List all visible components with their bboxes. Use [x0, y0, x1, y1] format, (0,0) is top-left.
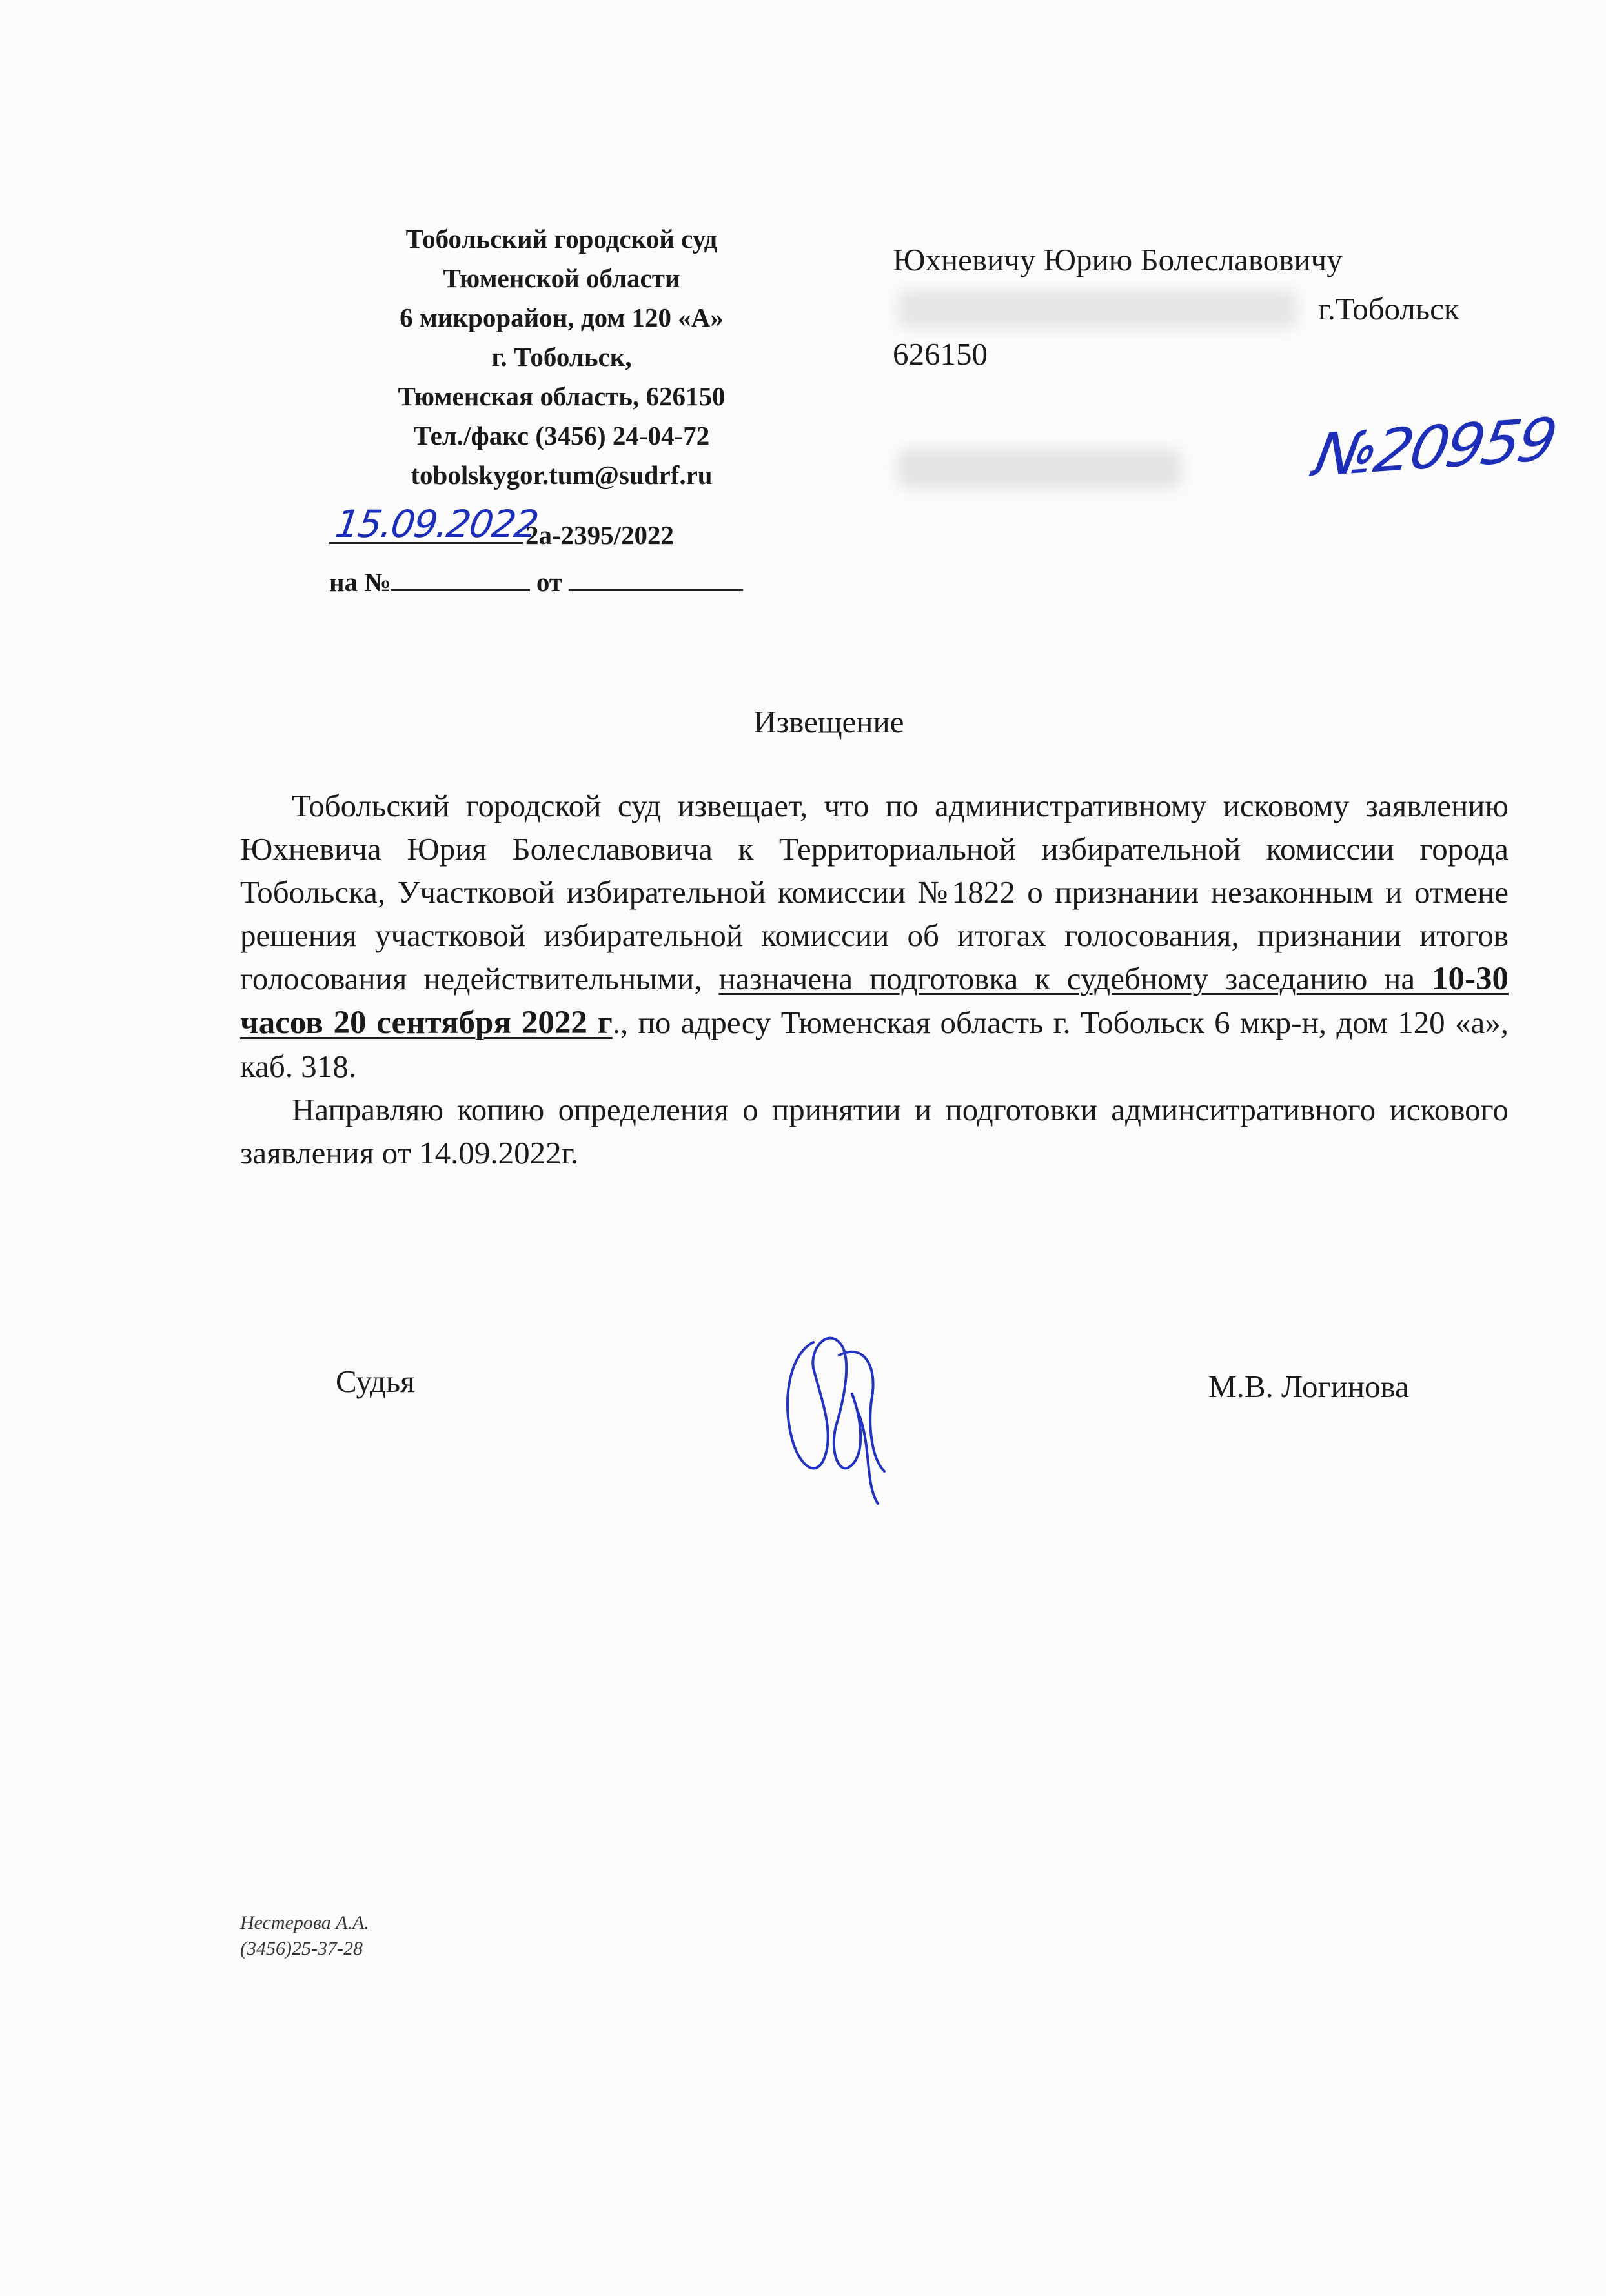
sender-line: Тюменской области — [443, 263, 680, 293]
case-number: 2а-2395/2022 — [525, 520, 675, 550]
sender-line: г. Тобольск, — [491, 342, 632, 372]
redacted-email — [897, 448, 1181, 488]
handwritten-date: 15.09.2022 — [332, 502, 540, 546]
signer-role: Судья — [336, 1364, 415, 1399]
sender-block — [310, 219, 813, 495]
document-body — [240, 784, 1509, 1174]
redacted-address — [897, 289, 1297, 329]
reply-number-blank — [391, 565, 530, 591]
addressee-zip: 626150 — [893, 336, 988, 372]
executor-phone: (3456)25-37-28 — [240, 1938, 363, 1959]
sender-line: Тобольский городской суд — [405, 224, 718, 254]
executor-info — [240, 1910, 369, 1962]
hearing-text: назначена подготовка к судебному заседанию на — [718, 961, 1432, 996]
reply-reference — [329, 565, 743, 598]
sender-email: tobolskygor.tum@sudrf.ru — [411, 460, 713, 490]
handwritten-signature — [775, 1316, 891, 1510]
addressee-city: г.Тобольск — [1318, 291, 1459, 327]
sender-line: 6 микрорайон, дом 120 «А» — [400, 303, 724, 332]
sender-line: Тел./факс (3456) 24-04-72 — [413, 421, 710, 450]
body-paragraph — [240, 784, 1509, 1088]
reply-date-blank — [569, 565, 743, 591]
document-title: Извещение — [753, 704, 904, 740]
hearing-datetime: 10-30 часов 20 сентября 2022 г — [240, 961, 1509, 1041]
body-paragraph: Направляю копию определения о принятии и подготовки админситративного искового заявления от 14.09.2022г. — [240, 1092, 1509, 1171]
reply-from: от — [536, 567, 562, 597]
addressee-name: Юхневичу Юрию Болеславовичу — [893, 242, 1343, 277]
addressee-block — [893, 237, 1343, 283]
reply-prefix: на № — [329, 567, 391, 597]
incoming-number-stamp: №20959 — [1308, 405, 1560, 490]
body-text: Тобольский городской суд извещает, что по административному исковому заявлению Юхневича Юрия Болеславовича к Территориальной избирательной комиссии города Тобольска, Участковой избирательной комиссии №1822 о признании незаконным и отмене решения участковой избирательной комиссии об итогах голосования, признании итогов голосования недействительными, — [240, 788, 1509, 996]
sender-line: Тюменская область, 626150 — [398, 381, 726, 411]
signer-name: М.В. Логинова — [1208, 1369, 1409, 1404]
hearing-address: ., по адресу Тюменская область г. Тобольск 6 мкр-н, дом 120 «а», каб. 318. — [240, 1005, 1509, 1084]
executor-name: Нестерова А.А. — [240, 1912, 369, 1933]
